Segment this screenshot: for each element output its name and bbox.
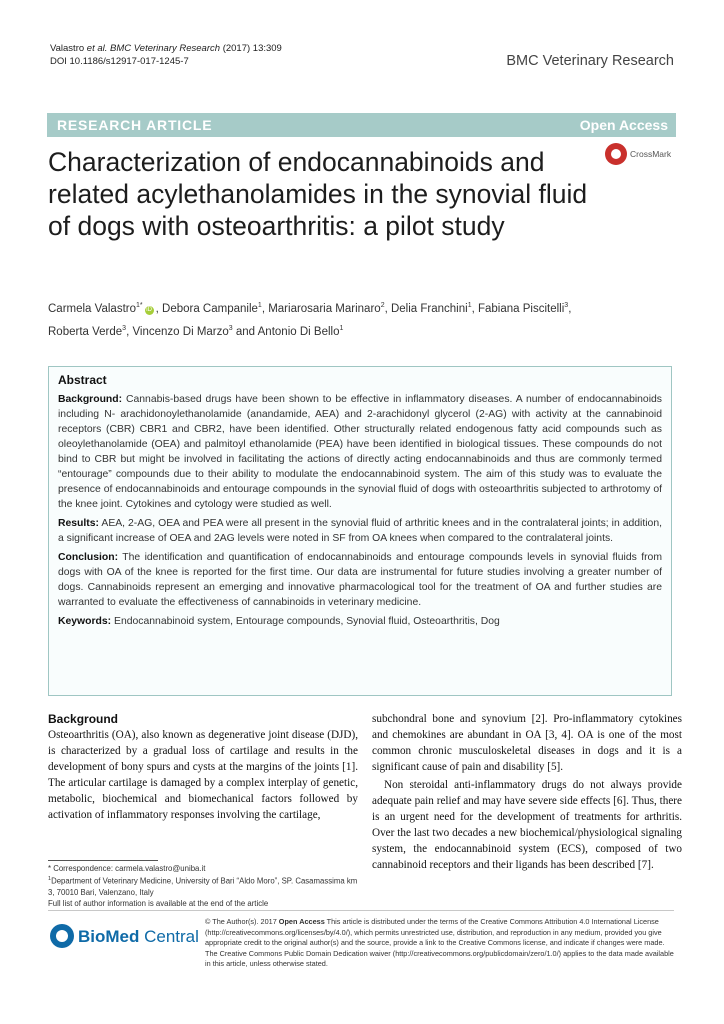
- article-banner: [47, 113, 676, 137]
- abstract-background: [58, 392, 662, 512]
- abstract-text: Cannabis-based drugs have been shown to be effective in inflammatory diseases. A number of endocannabinoids including N- arachidonoylethanolamide (anandamide, AEA) and 2-arachidonyl glycerol (2-AG) with activity at the cannabinoid receptors (CBR) CBR1 and CBR2, have been identified. Other structurally related endogenous fatty acid compounds such as oleoylethanolamide (OEA) and palmitoyl ethanolamide (PEA) have been identified in biological tissues. These compounds do not bind to CBR but might be involved in facilitating the actions of directly acting endocannabinoids and thus are commonly termed “entourage” compounds due to their ability to modulate the endocannabinoid system. The aim of this study was to evaluate the presence of endocannabinoids and entourage compounds in the synovial fluid of dogs with osteoarthritis subjected to arthrotomy of the knee joint. Cytokines and cytology were studied as well.: [58, 394, 662, 510]
- author-affil: 1: [257, 302, 262, 309]
- doi[interactable]: DOI 10.1186/s12917-017-1245-7: [50, 56, 189, 67]
- body-left-column: [48, 711, 358, 823]
- citation-journal: BMC Veterinary Research: [110, 43, 221, 54]
- abstract-label: Conclusion:: [58, 552, 119, 563]
- license-body: This article is distributed under the terms of the Creative Commons Attribution 4.0 International License (http://creativecommons.org/licenses/by/4.0/), which permits unrestricted use, distribution, and reproduction in any medium, provided you give appropriate credit to the original author(s) and the source, provide a link to the Creative Commons license, and indicate if changes were made. The Creative Commons Public Domain Dedication waiver (http://creativecommons.org/publicdomain/zero/1.0/) applies to the data made available in this article, unless otherwise stated.: [205, 917, 674, 969]
- abstract-label: Background:: [58, 394, 123, 405]
- author-affil: 3: [564, 302, 569, 309]
- author-affil: 3: [228, 324, 233, 332]
- full-list-note: Full list of author information is available at the end of the article: [48, 898, 269, 908]
- article-title: Characterization of endocannabinoids and related acylethanolamides in the synovial fluid of dogs with osteoarthritis: a pilot study: [48, 147, 588, 241]
- footnote-divider: [48, 860, 158, 861]
- running-header: [50, 42, 282, 68]
- body-paragraph: Non steroidal anti-inflammatory drugs do not always provide adequate pain relief and may have severe side effects [6]. Thus, there is an urgent need for the development of treatments for arthritis. Over the last two decades a new biochemical/physiological signaling system, the endocannabinoid system (ECS), composed of two cannabinoid receptors and their ligands has been described [7].: [372, 779, 682, 871]
- correspondence[interactable]: * Correspondence: carmela.valastro@uniba.it: [48, 864, 206, 873]
- license-divider: [48, 910, 674, 911]
- author-name: Delia Franchini: [390, 302, 468, 315]
- abstract-text: The identification and quantification of endocannabinoids and entourage compounds levels in synovial fluids from dogs with OA of the knee is reported for the first time. Our data are instrumental for future studies involving a greater number of dogs. Cannabinoids represent an emerging and innovative pharmacological tool for the treatment of OA and further studies are warranted to evaluate the effectiveness of cannabinoids in veterinary medicine.: [58, 552, 662, 608]
- author-conjunction: and: [235, 325, 256, 338]
- body-right-column: [372, 711, 682, 873]
- author-name: Carmela Valastro: [48, 302, 136, 315]
- author-name: Vincenzo Di Marzo: [132, 325, 229, 338]
- body-paragraph: Osteoarthritis (OA), also known as degenerative joint disease (DJD), is characterized by a gradual loss of cartilage and results in the development of bony spurs and cysts at the margins of the joints [1]. The articular cartilage is damaged by a complex interplay of genetic, metabolic, biochemical and biomechanical factors followed by activation of inflammatory responses involving the cartilage,: [48, 729, 358, 821]
- author-name: Antonio Di Bello: [257, 325, 340, 338]
- abstract-keywords: [58, 614, 662, 629]
- crossmark-label: CrossMark: [630, 149, 672, 159]
- citation-volume: (2017) 13:309: [222, 43, 282, 54]
- abstract-conclusion: [58, 550, 662, 610]
- abstract-label: Results:: [58, 518, 99, 529]
- abstract-heading: Abstract: [58, 373, 107, 387]
- citation-authors: Valastro: [50, 43, 85, 54]
- author-name: Debora Campanile: [162, 302, 258, 315]
- author-name: Roberta Verde: [48, 325, 123, 338]
- abstract-results: [58, 516, 662, 546]
- crossmark-badge[interactable]: [605, 143, 685, 169]
- publisher-name-bold: BioMed: [78, 927, 140, 946]
- abstract-text: Endocannabinoid system, Entourage compounds, Synovial fluid, Osteoarthritis, Dog: [114, 616, 500, 627]
- license-text: [205, 917, 675, 970]
- biomed-central-logo[interactable]: [50, 922, 200, 952]
- affiliation: [48, 874, 358, 898]
- author-list: Carmela Valastro$^{1*}$iD , Debora Campanile$^1$, Mariarosaria Marinaro$^2$, Delia Franchini$^1$, Fabiana Piscitelli$^3$, Roberta Verde$^3$, Vincenzo Di Marzo$^3$ and Antonio Di Bello$^1$: [48, 302, 572, 338]
- author-affil: 3: [122, 324, 127, 332]
- author-affil: 2: [380, 302, 385, 309]
- abstract-text: AEA, 2-AG, OEA and PEA were all present in the synovial fluid of arthritic knees and in the contralateral joints; in addition, a significant increase of OEA and 2AG levels were noted in SF from OA knees when compared to the contralateral joints.: [58, 518, 662, 544]
- open-access-label: Open Access: [579, 117, 668, 133]
- section-heading: Background: [48, 712, 119, 726]
- affiliation-number: 1: [48, 876, 52, 882]
- author-affil: 1: [467, 302, 472, 309]
- body-paragraph: subchondral bone and synovium [2]. Pro-inflammatory cytokines and chemokines are abundant in OA [3, 4]. OA is one of the most common chronic musculoskeletal diseases in dogs and it is a significant cause of pain and disability [5].: [372, 713, 682, 773]
- affiliation-text: Department of Veterinary Medicine, University of Bari “Aldo Moro”, SP. Casamassima km 3, 70010 Bari, Valenzano, Italy: [48, 876, 358, 897]
- author-affil: 1*: [136, 302, 143, 309]
- abstract-label: Keywords:: [58, 616, 112, 627]
- footnote: [48, 863, 358, 909]
- orcid-icon[interactable]: iD: [146, 306, 152, 313]
- author-name: Fabiana Piscitelli: [477, 302, 565, 315]
- crossmark-icon: [605, 143, 627, 165]
- abstract-box: [48, 366, 672, 696]
- license-open-access: Open Access: [278, 917, 325, 926]
- article-type: RESEARCH ARTICLE: [57, 117, 213, 133]
- publisher-name-regular: Central: [139, 927, 199, 946]
- journal-name[interactable]: BMC Veterinary Research: [506, 53, 674, 69]
- publisher-name: [78, 927, 199, 947]
- author-affil: 1: [339, 324, 344, 332]
- license-lead: © The Author(s). 2017: [205, 917, 277, 926]
- citation-etal: et al.: [86, 43, 108, 54]
- biomed-central-icon: [50, 924, 74, 948]
- author-name: Mariarosaria Marinaro: [268, 302, 381, 315]
